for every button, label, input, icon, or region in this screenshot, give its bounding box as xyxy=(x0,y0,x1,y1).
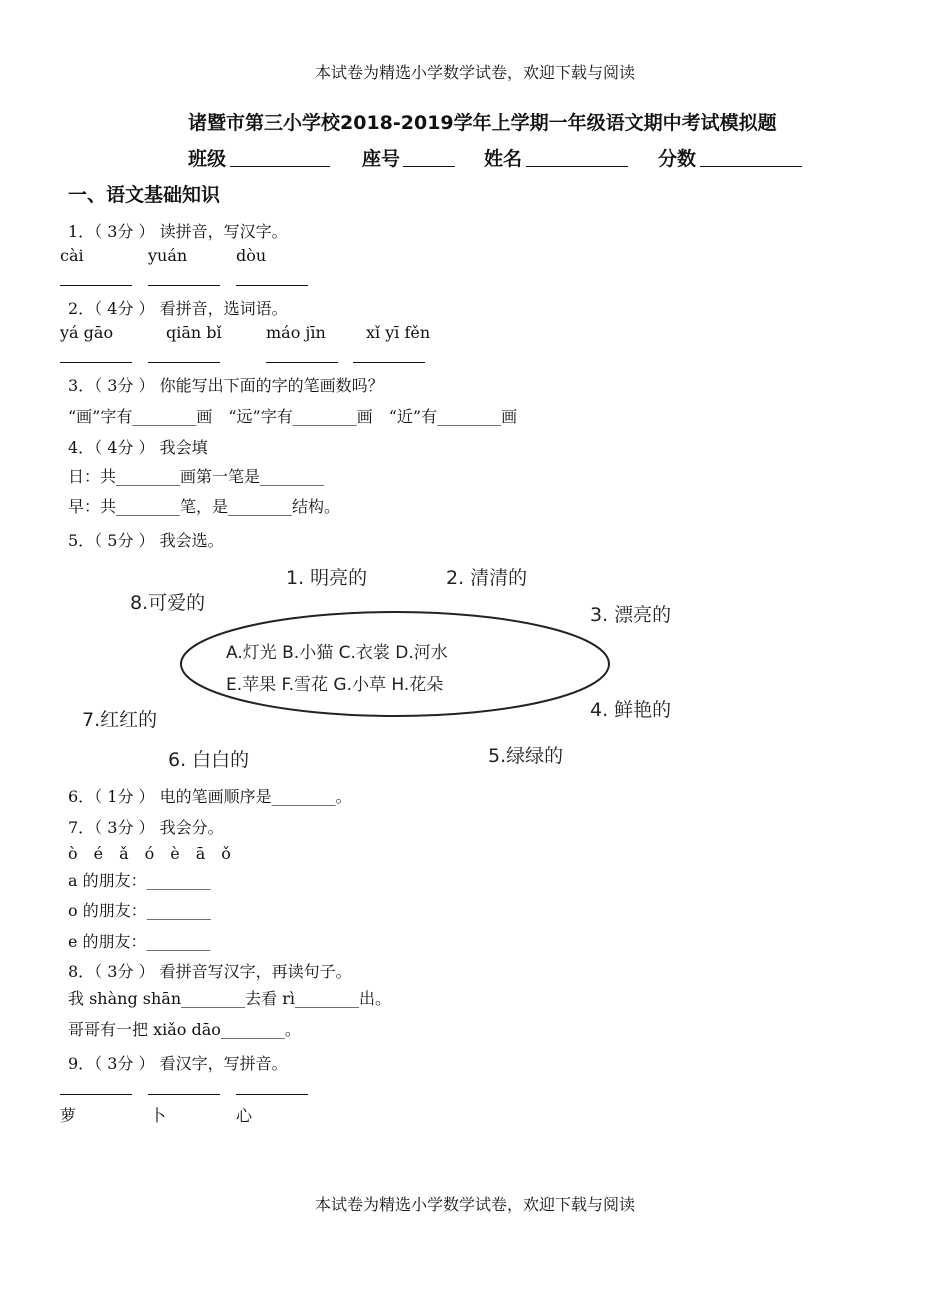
q5-ellipse xyxy=(181,612,609,716)
question-4: 4．（ 4分 ） 我会填 xyxy=(68,438,208,457)
q1-pinyin-3: dòu xyxy=(236,246,267,265)
q7-line-e: e 的朋友：________ xyxy=(68,932,211,951)
q5-word-2: 2. 清清的 xyxy=(446,567,528,589)
question-6: 6．（ 1分 ） 电的笔画顺序是________。 xyxy=(68,787,352,806)
name-field[interactable] xyxy=(526,166,628,167)
class-label: 班级 xyxy=(188,148,227,170)
footer-note: 本试卷为精选小学数学试卷，欢迎下载与阅读 xyxy=(314,1195,635,1214)
q4-line-1: 日：共________画第一笔是________ xyxy=(68,467,325,486)
q1-pinyin-2: yuán xyxy=(148,246,188,265)
q5-inner-row-1: A.灯光 B.小猫 C.衣裳 D.河水 xyxy=(226,643,448,663)
q3-answer-line: “画”字有________画 “远”字有________画 “近”有________画 xyxy=(68,407,518,426)
question-7: 7．（ 3分 ） 我会分。 xyxy=(68,818,224,837)
question-5: 5．（ 5分 ） 我会选。 xyxy=(68,531,224,550)
q5-figure xyxy=(60,556,800,780)
q5-diagram xyxy=(60,556,800,780)
score-label: 分数 xyxy=(658,148,697,170)
q5-word-5: 5.绿绿的 xyxy=(488,745,564,767)
q5-word-8: 8.可爱的 xyxy=(130,592,206,614)
q1-pinyin-1: cài xyxy=(60,246,84,265)
question-3: 3．（ 3分 ） 你能写出下面的字的笔画数吗？ xyxy=(68,376,384,395)
name-label: 姓名 xyxy=(484,148,523,170)
class-field[interactable] xyxy=(230,166,330,167)
q9-char-2: 卜 xyxy=(150,1106,167,1125)
q9-answer-1[interactable] xyxy=(60,1094,132,1095)
q7-line-o: o 的朋友：________ xyxy=(68,901,211,920)
q8-line-1: 我 shàng shān________去看 rì________出。 xyxy=(68,989,391,1008)
q5-word-3: 3. 漂亮的 xyxy=(590,604,672,626)
question-9: 9．（ 3分 ） 看汉字，写拼音。 xyxy=(68,1054,288,1073)
question-2: 2．（ 4分 ） 看拼音，选词语。 xyxy=(68,299,288,318)
q2-answer-2[interactable] xyxy=(148,362,220,363)
q9-char-1: 萝 xyxy=(60,1106,77,1125)
q8-line-2: 哥哥有一把 xiǎo dāo________。 xyxy=(68,1020,301,1039)
q2-pinyin-3: máo jīn xyxy=(266,323,326,342)
question-8: 8．（ 3分 ） 看拼音写汉字，再读句子。 xyxy=(68,962,352,981)
question-1: 1．（ 3分 ） 读拼音，写汉字。 xyxy=(68,222,288,241)
q4-line-2: 早：共________笔，是________结构。 xyxy=(68,497,341,516)
page-title: 诸暨市第三小学校2018-2019学年上学期一年级语文期中考试模拟题 xyxy=(188,112,777,134)
section-heading: 一、语文基础知识 xyxy=(68,184,221,206)
q2-answer-4[interactable] xyxy=(353,362,425,363)
q5-word-7: 7.红红的 xyxy=(82,709,158,731)
q1-answer-2[interactable] xyxy=(148,285,220,286)
q9-answer-2[interactable] xyxy=(148,1094,220,1095)
q5-word-6: 6. 白白的 xyxy=(168,749,250,771)
score-field[interactable] xyxy=(700,166,802,167)
q2-pinyin-4: xǐ yī fěn xyxy=(366,323,431,342)
q1-answer-3[interactable] xyxy=(236,285,308,286)
q9-char-3: 心 xyxy=(236,1106,253,1125)
q5-word-4: 4. 鲜艳的 xyxy=(590,699,672,721)
q2-answer-3[interactable] xyxy=(266,362,338,363)
q2-pinyin-1: yá gāo xyxy=(60,323,114,342)
header-note: 本试卷为精选小学数学试卷，欢迎下载与阅读 xyxy=(314,63,635,82)
q2-answer-1[interactable] xyxy=(60,362,132,363)
q5-word-1: 1. 明亮的 xyxy=(286,567,368,589)
q7-line-a: a 的朋友：________ xyxy=(68,871,211,890)
q9-answer-3[interactable] xyxy=(236,1094,308,1095)
q2-pinyin-2: qiān bǐ xyxy=(166,323,222,342)
seat-label: 座号 xyxy=(362,148,401,170)
seat-field[interactable] xyxy=(403,166,455,167)
q1-answer-1[interactable] xyxy=(60,285,132,286)
q7-vowels: ò é ǎ ó è ā ǒ xyxy=(68,844,231,863)
q5-inner-row-2: E.苹果 F.雪花 G.小草 H.花朵 xyxy=(226,675,444,695)
